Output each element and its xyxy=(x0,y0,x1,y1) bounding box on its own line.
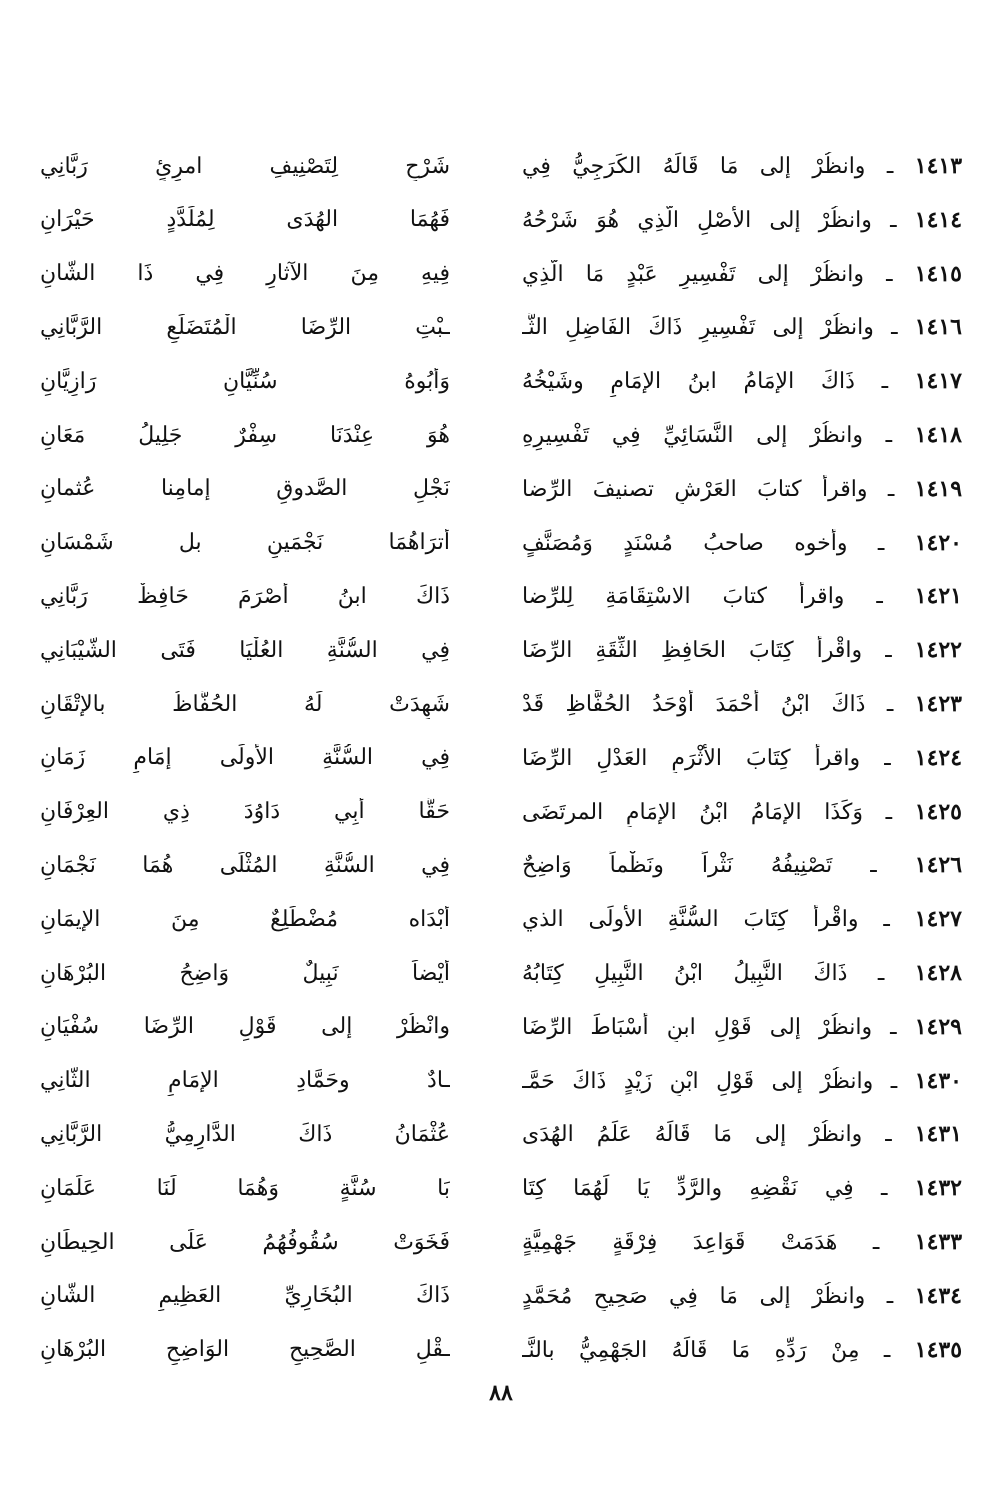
verse-number: ١٤١٣ xyxy=(914,153,962,180)
verse-row xyxy=(40,1108,962,1162)
verse-number: ١٤٢٥ xyxy=(914,798,962,825)
verse-second-hemistich: أيْضاً نَبِيلٌ وَاضِحُ البُرْهَانِ xyxy=(40,960,450,986)
verse-second-hemistich: فَهُمَا الهُدَى لِمُلَدَّدٍ حَيْرَانِ xyxy=(40,207,450,233)
verse-second-hemistich: فِي السُّنَّةِ المُثْلَى هُمَا نَجْمَانِ xyxy=(40,852,450,878)
verse-second-hemistich: ـبْتِ الرِّضَا الْمُتَضَلِّعِ الرَّبَّانِي xyxy=(40,314,450,340)
verse-number: ١٤٢٨ xyxy=(914,960,962,987)
verse-list xyxy=(40,140,962,1377)
verse-row xyxy=(40,355,962,409)
verse-first-text: فِي نَقْضِهِ والرَّدِّ يَا لَهُمَا كِتَا xyxy=(522,1176,854,1202)
verse-first-hemistich: ١٤٢٨ ـ ذَاكَ النَّبِيلُ ابْنُ النَّبِيلِ كِتَابُهُ xyxy=(522,960,962,987)
verse-row xyxy=(40,732,962,786)
verse-number: ١٤٢٢ xyxy=(914,637,962,664)
verse-first-text: تَصْنِيفُهُ نَثْراً ونَظْماً وَاضِحٌ xyxy=(522,853,833,879)
verse-row xyxy=(40,463,962,517)
verse-first-hemistich: ١٤٢٠ ـ وأخوه صاحبُ مُسْنَدٍ وَمُصَنَّفٍ xyxy=(522,529,962,556)
verse-first-hemistich: ١٤١٥ ـ وانظُرْ إلى تَفْسِيرِ عَبْدٍ مَا الَّذِي xyxy=(522,260,962,287)
verse-second-hemistich: عُثْمَانُ ذَاكَ الدَّارِمِيُّ الرَّبَّانِي xyxy=(40,1121,450,1147)
verse-first-hemistich: ١٤١٧ ـ ذَاكَ الإمَامُ ابنُ الإمَامِ وشَيْخُهُ xyxy=(522,368,962,395)
verse-first-hemistich: ١٤٢٧ ـ واقْرأْ كِتَابَ السُّنَّةِ الأُولَى الذي xyxy=(522,906,962,933)
verse-first-hemistich: ١٤٣٠ ـ وانظُرْ إلى قَوْلِ ابْنِ زَيْدٍ ذَاكَ حَمَّـ xyxy=(522,1067,962,1094)
verse-first-text: هَدَمَتْ قَوَاعِدَ فِرْقَةٍ جَهْمِيَّةٍ xyxy=(522,1230,838,1256)
verse-first-text: وانظُرْ إلى تَفْسِيرِ ذَاكَ الفَاضِلِ الثَّـ xyxy=(522,315,874,341)
verse-first-hemistich: ١٤٣١ ـ وانظُرْ إلى مَا قَالَهُ عَلَمُ الهُدَى xyxy=(522,1121,962,1148)
verse-row xyxy=(40,678,962,732)
verse-first-text: وانظُرْ إلى قَوْلِ ابنِ أسْبَاطَ الرِّضَا xyxy=(522,1014,873,1040)
verse-number: ١٤٣٤ xyxy=(914,1282,962,1309)
verse-number: ١٤١٩ xyxy=(914,475,962,502)
verse-first-hemistich: ١٤٢٤ ـ واقرأْ كِتَابَ الأثْرَمِ العَدْلِ الرِّضَا xyxy=(522,744,962,771)
verse-row xyxy=(40,140,962,194)
verse-second-hemistich: نَجْلِ الصَّدوقِ إمامِنا عُثمانِ xyxy=(40,476,450,502)
verse-number: ١٤١٨ xyxy=(914,422,962,449)
verse-row xyxy=(40,839,962,893)
verse-number: ١٤٢٧ xyxy=(914,906,962,933)
verse-number: ١٤١٤ xyxy=(914,206,962,233)
verse-first-hemistich: ١٤٣٤ ـ وانظُرْ إلى مَا فِي صَحِيحِ مُحَمَّدٍ xyxy=(522,1282,962,1309)
verse-row xyxy=(40,409,962,463)
verse-first-hemistich: ١٤٢٩ ـ وانظُرْ إلى قَوْلِ ابنِ أسْبَاطَ الرِّضَا xyxy=(522,1013,962,1040)
verse-row xyxy=(40,947,962,1001)
verse-second-hemistich: بَا سُنَّةٍ وَهُمَا لَنَا عَلَمَانِ xyxy=(40,1175,450,1201)
verse-second-hemistich: ذَاكَ ابنُ أَصْرَمَ حَافِظٌ رَبَّانِي xyxy=(40,583,450,609)
verse-first-text: واقرأ كتابَ الاسْتِقَامَةِ لِلرِّضا xyxy=(522,584,845,610)
verse-first-hemistich: ١٤٣٥ ـ مِنْ رَدِّهِ مَا قَالَهُ الجَهْمِيُّ بالنَّـ xyxy=(522,1336,962,1363)
verse-row xyxy=(40,1216,962,1270)
verse-first-text: وانظُرْ إلى تَفْسِيرِ عَبْدٍ مَا الَّذِي xyxy=(522,261,864,287)
verse-row xyxy=(40,1162,962,1216)
verse-first-hemistich: ١٤١٤ ـ وانظُرْ إلى الأَصْلِ الَّذِي هُوَ شَرْحُهُ xyxy=(522,206,962,233)
page-number: ٨٨ xyxy=(489,1380,513,1406)
verse-first-text: واقرأْ كِتَابَ الأثْرَمِ العَدْلِ الرِّضَا xyxy=(522,745,861,771)
verse-first-text: وانظُرْ إلى النَّسَائِيِّ فِي تَفْسِيرِهِ xyxy=(522,423,864,449)
verse-number: ١٤٣٣ xyxy=(914,1229,962,1256)
verse-first-text: وانظُرْ إلى مَا فِي صَحِيحِ مُحَمَّدٍ xyxy=(522,1283,866,1309)
verse-first-hemistich: ١٤٣٣ ـ هَدَمَتْ قَوَاعِدَ فِرْقَةٍ جَهْمِيَّةٍ xyxy=(522,1229,962,1256)
verse-second-hemistich: حَقًّا أبِي دَاوُدَ ذِي العِرْفَانِ xyxy=(40,799,450,825)
verse-number: ١٤٢٠ xyxy=(914,529,962,556)
verse-number: ١٤٢٩ xyxy=(914,1013,962,1040)
verse-first-hemistich: ١٤٢١ ـ واقرأ كتابَ الاسْتِقَامَةِ لِلرِّضا xyxy=(522,583,962,610)
verse-first-hemistich: ١٤١٦ ـ وانظُرْ إلى تَفْسِيرِ ذَاكَ الفَاضِلِ الثَّـ xyxy=(522,314,962,341)
verse-second-hemistich: ذَاكَ البُخَارِيِّ العَظِيمِ الشَّانِ xyxy=(40,1283,450,1309)
verse-second-hemistich: هُوَ عِنْدَنَا سِفْرٌ جَلِيلُ مَعَانِ xyxy=(40,422,450,448)
verse-number: ١٤٢٦ xyxy=(914,852,962,879)
verse-first-text: وانظُرْ إلى مَا قَالَهُ عَلَمُ الهُدَى xyxy=(522,1122,863,1148)
verse-second-hemistich: ـادٌ وحَمَّادِ الإمَامِ الثَّانِي xyxy=(40,1068,450,1094)
verse-first-hemistich: ١٤٢٣ ـ ذَاكَ ابْنُ أحْمَدَ أوْحَدُ الحُفَّاظِ قَدْ xyxy=(522,691,962,718)
verse-row xyxy=(40,517,962,571)
verse-row xyxy=(40,1055,962,1109)
verse-second-hemistich: شَرْحِ لِتَصْنِيفِ امرِئٍ رَبَّانِي xyxy=(40,153,450,179)
verse-row xyxy=(40,301,962,355)
verse-row xyxy=(40,194,962,248)
verse-first-hemistich: ١٤٣٢ ـ فِي نَقْضِهِ والرَّدِّ يَا لَهُمَا كِتَا xyxy=(522,1175,962,1202)
verse-row xyxy=(40,570,962,624)
verse-second-hemistich: وانْظُرْ إلى قَوْلِ الرِّضَا سُفْيَانِ xyxy=(40,1014,450,1040)
verse-first-text: ذَاكَ ابْنُ أحْمَدَ أوْحَدُ الحُفَّاظِ قَدْ xyxy=(522,692,866,718)
verse-row xyxy=(40,786,962,840)
verse-first-text: ذَاكَ النَّبِيلُ ابْنُ النَّبِيلِ كِتَابُهُ xyxy=(522,961,848,987)
verse-number: ١٤٣١ xyxy=(914,1121,962,1148)
verse-first-hemistich: ١٤١٣ ـ وانظُرْ إلى مَا قَالَهُ الكَرَجِيُّ فِي xyxy=(522,153,962,180)
verse-first-text: وأخوه صاحبُ مُسْنَدٍ وَمُصَنَّفٍ xyxy=(522,530,848,556)
verse-first-hemistich: ١٤٢٥ ـ وَكَذَا الإمَامُ ابْنُ الإمَامِ المرتَضَى xyxy=(522,798,962,825)
verse-number: ١٤٢٤ xyxy=(914,744,962,771)
verse-second-hemistich: فِيهِ مِنَ الآثارِ فِي ذَا الشَّانِ xyxy=(40,261,450,287)
verse-first-hemistich: ١٤١٩ ـ واقرأ كتابَ العَرْشِ تصنيفَ الرِّضا xyxy=(522,475,962,502)
verse-number: ١٤٢٣ xyxy=(914,691,962,718)
verse-number: ١٤٣٢ xyxy=(914,1175,962,1202)
verse-first-text: وانظُرْ إلى الأَصْلِ الَّذِي هُوَ شَرْحُهُ xyxy=(522,207,872,233)
verse-second-hemistich: وَأَبُوهُ سُنِّيَّانِ رَازِيَّانِ xyxy=(40,368,450,394)
verse-first-text: ذَاكَ الإمَامُ ابنُ الإمَامِ وشَيْخُهُ xyxy=(522,369,855,395)
verse-first-text: وانظُرْ إلى قَوْلِ ابْنِ زَيْدٍ ذَاكَ حَمَّـ xyxy=(522,1068,874,1094)
verse-number: ١٤١٦ xyxy=(914,314,962,341)
verse-second-hemistich: فِي السُّنَّةِ العُلْيَا فَتَى الشَّيْبَانِي xyxy=(40,637,450,663)
verse-first-hemistich: ١٤١٨ ـ وانظُرْ إلى النَّسَائِيِّ فِي تَفْسِيرِهِ xyxy=(522,422,962,449)
verse-first-text: واقْرأْ كِتَابَ الحَافِظِ الثِّقَةِ الرِّضَا xyxy=(522,638,863,664)
verse-second-hemistich: فِي السُّنَّةِ الأولَى إمَامِ زَمَانِ xyxy=(40,745,450,771)
verse-first-text: وانظُرْ إلى مَا قَالَهُ الكَرَجِيُّ فِي xyxy=(522,154,866,180)
verse-number: ١٤٣٥ xyxy=(914,1336,962,1363)
verse-first-text: واقرأ كتابَ العَرْشِ تصنيفَ الرِّضا xyxy=(522,476,868,502)
verse-second-hemistich: ـقْلِ الصَّحِيحِ الوَاضِحِ البُرْهَانِ xyxy=(40,1337,450,1363)
verse-second-hemistich: أبْدَاه مُضْطَلِعٌ مِنَ الإيمَانِ xyxy=(40,906,450,932)
verse-second-hemistich: شَهِدَتْ لَهُ الحُفَّاظُ بالإتْقَانِ xyxy=(40,691,450,717)
verse-first-text: وَكَذَا الإمَامُ ابْنُ الإمَامِ المرتَضَى xyxy=(522,799,864,825)
verse-row xyxy=(40,624,962,678)
verse-first-text: واقْرأْ كِتَابَ السُّنَّةِ الأُولَى الذي xyxy=(522,907,859,933)
verse-number: ١٤٢١ xyxy=(914,583,962,610)
verse-row xyxy=(40,1270,962,1324)
verse-row xyxy=(40,248,962,302)
verse-row xyxy=(40,893,962,947)
verse-number: ١٤١٧ xyxy=(914,368,962,395)
verse-first-hemistich: ١٤٢٦ ـ تَصْنِيفُهُ نَثْراً ونَظْماً وَاضِحٌ xyxy=(522,852,962,879)
verse-row xyxy=(40,1324,962,1378)
verse-first-text: مِنْ رَدِّهِ مَا قَالَهُ الجَهْمِيُّ بالنَّـ xyxy=(522,1337,860,1363)
verse-number: ١٤١٥ xyxy=(914,260,962,287)
verse-number: ١٤٣٠ xyxy=(914,1067,962,1094)
verse-row xyxy=(40,1001,962,1055)
verse-second-hemistich: أترَاهُمَا نَجْمَينِ بل شَمْسَانِ xyxy=(40,530,450,556)
verse-first-hemistich: ١٤٢٢ ـ واقْرأْ كِتَابَ الحَافِظِ الثِّقَةِ الرِّضَا xyxy=(522,637,962,664)
verse-second-hemistich: فَخَوَتْ سُقُوفُهُمُ عَلَى الحِيطَانِ xyxy=(40,1229,450,1255)
